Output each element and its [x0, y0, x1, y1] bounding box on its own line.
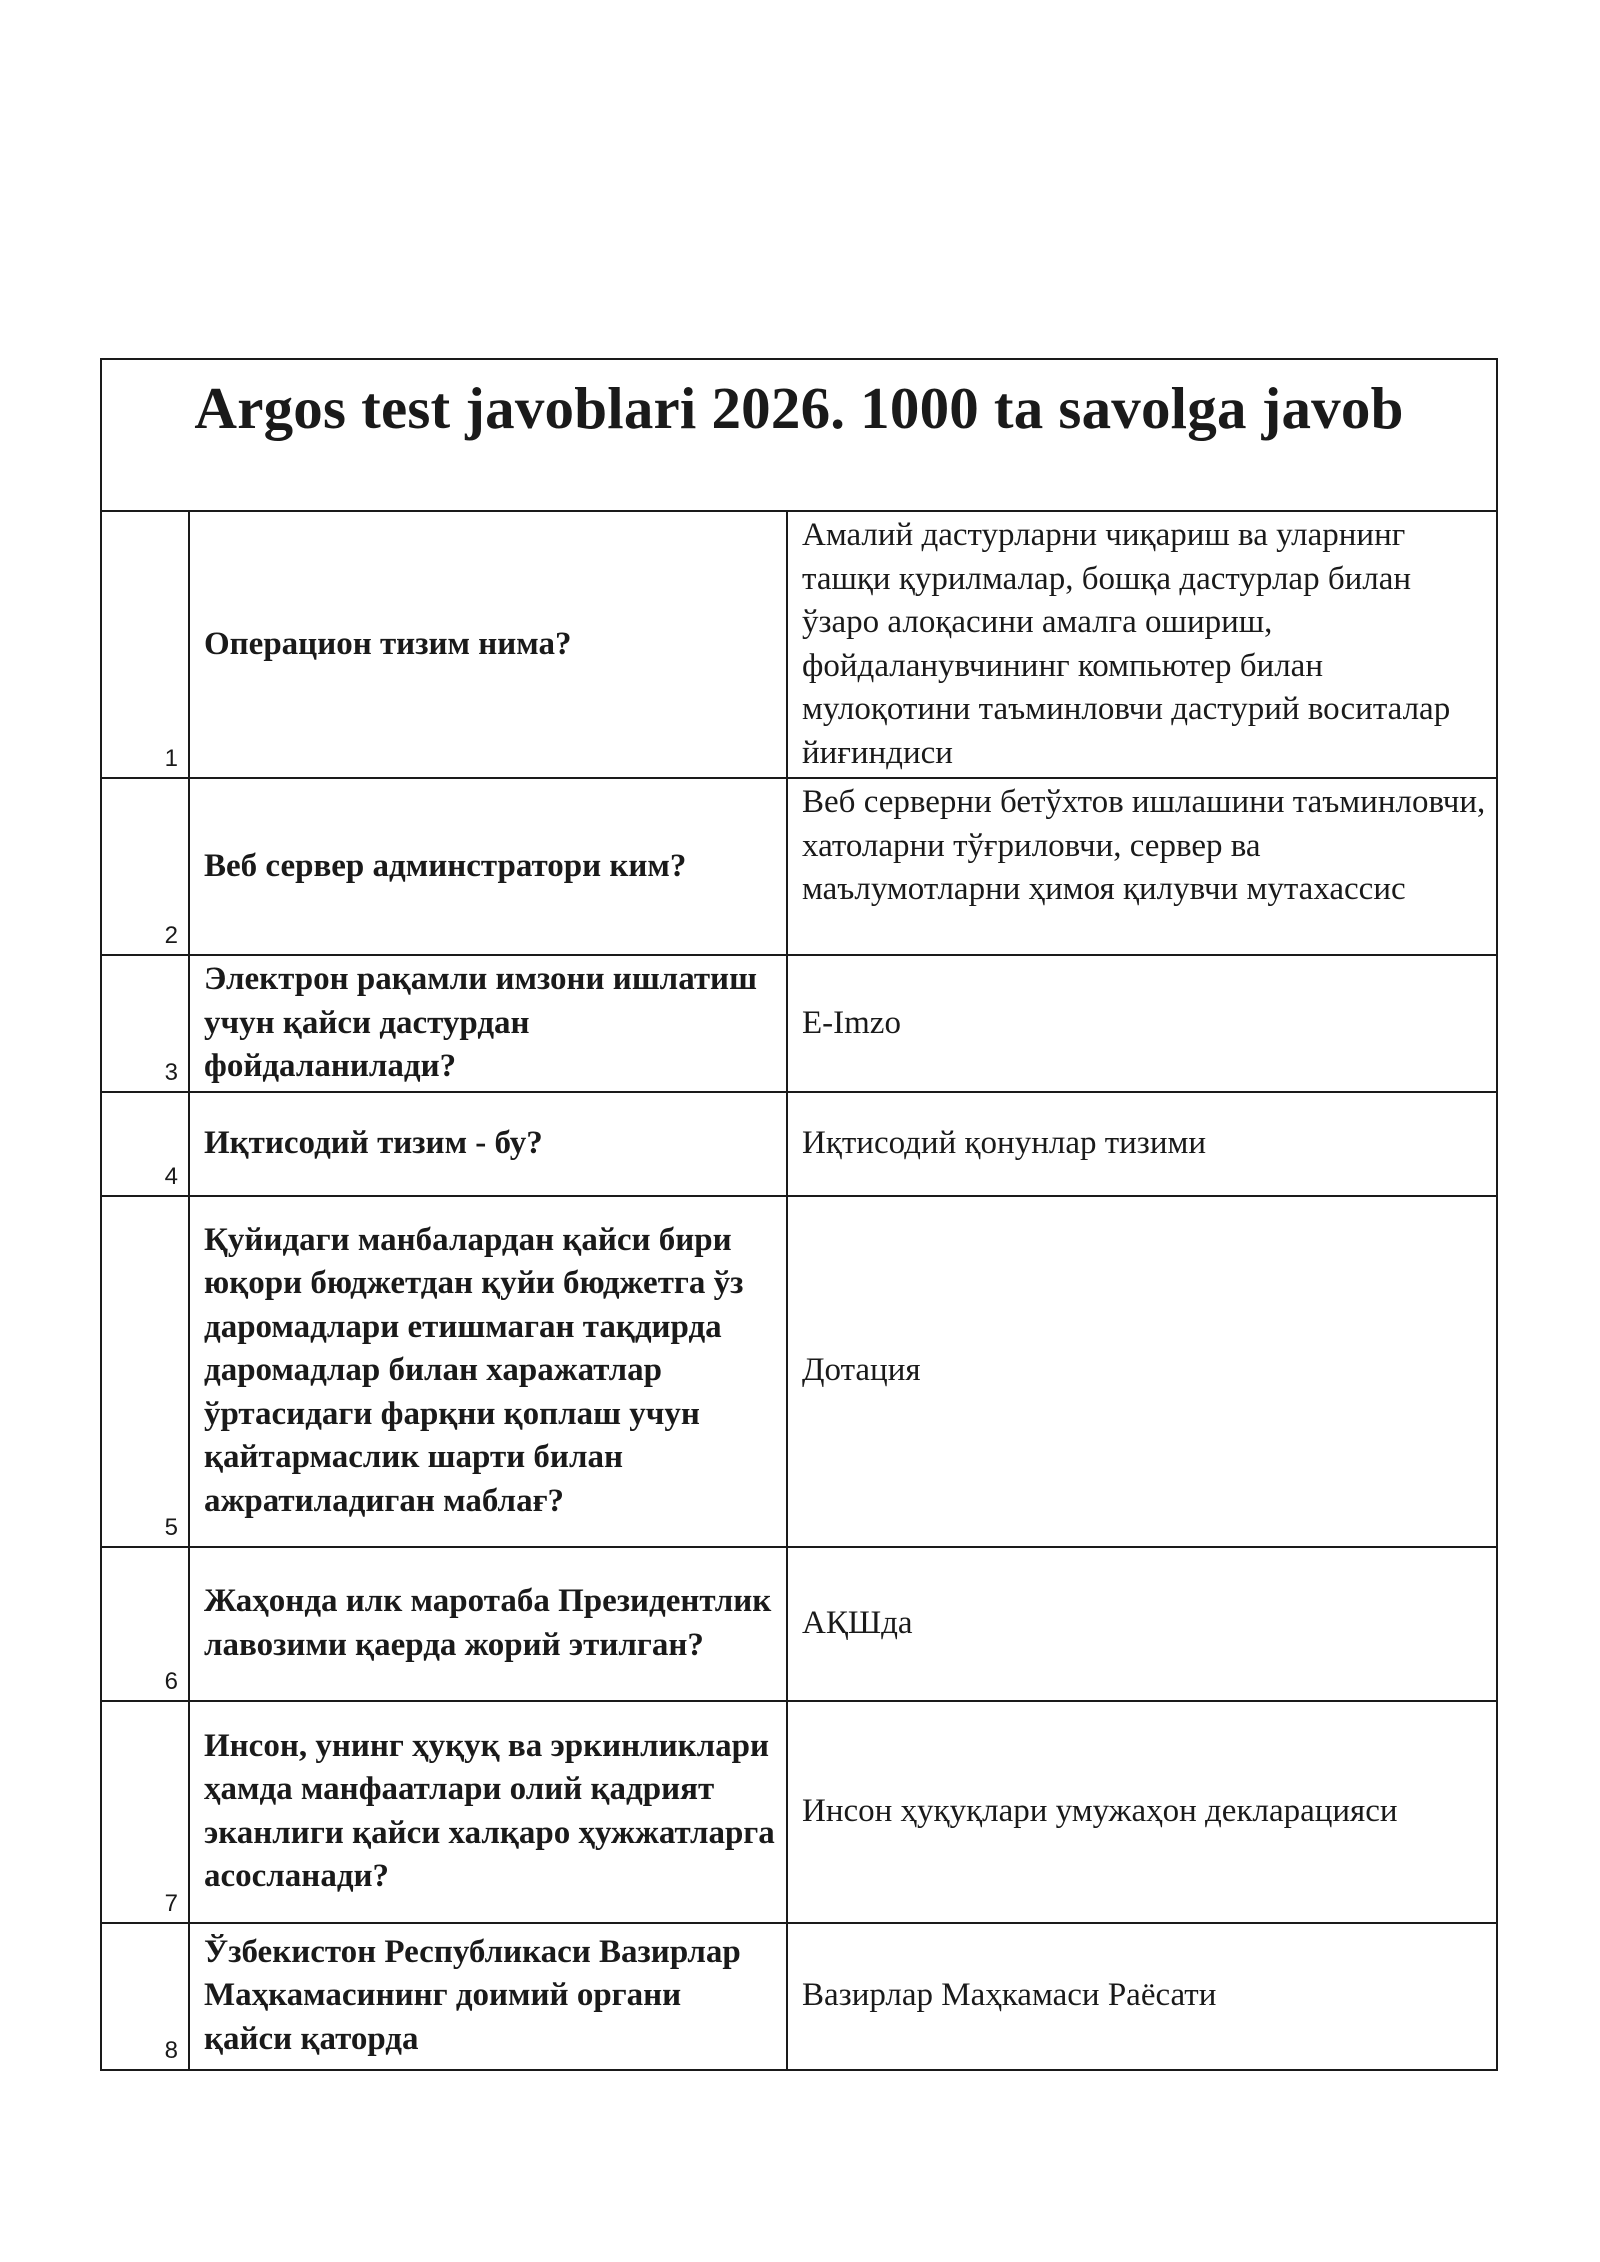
- row-number: 5: [164, 1513, 178, 1541]
- row-number: 4: [164, 1162, 178, 1190]
- document-title: Argos test javoblari 2026. 1000 ta savolga javob: [194, 375, 1404, 441]
- table-row: [101, 778, 1497, 955]
- question-text: Электрон рақамли имзони ишлатиш учун қайси дастурдан фойдаланилади?: [204, 961, 757, 1084]
- row-number-cell: [101, 1701, 189, 1923]
- table-row: [101, 1547, 1497, 1701]
- answer-cell: [787, 1196, 1497, 1547]
- answer-text: Дотация: [802, 1352, 921, 1389]
- answer-text: Вазирлар Маҳкамаси Раёсати: [802, 1977, 1217, 2014]
- table-row: [101, 1701, 1497, 1923]
- question-cell: [189, 1092, 787, 1196]
- question-text: Иқтисодий тизим - бу?: [204, 1124, 543, 1161]
- question-text: Қуйидаги манбалардан қайси бири юқори бюджетдан қуйи бюджетга ўз даромадлари етишмаган тақдирда даромадлар билан харажатлар ўртасидаги фарқни қоплаш учун қайтармаслик шарти билан ажратиладиган маблағ?: [204, 1221, 744, 1519]
- row-number: 1: [164, 745, 178, 772]
- row-number-cell: [101, 1547, 189, 1701]
- row-number: 6: [164, 1667, 178, 1695]
- table-row: [101, 1923, 1497, 2070]
- table-row: [101, 511, 1497, 778]
- question-cell: [189, 1196, 787, 1547]
- answer-cell: [787, 778, 1497, 955]
- row-number: 8: [164, 2036, 178, 2064]
- answer-cell: [787, 1092, 1497, 1196]
- answer-text: Иқтисодий қонунлар тизими: [802, 1124, 1207, 1161]
- question-cell: [189, 955, 787, 1092]
- answer-cell: [787, 511, 1497, 778]
- answer-text: Веб серверни бетўхтов ишлашини таъминловчи, хатоларни тўғриловчи, сервер ва маълумотларни ҳимоя қилувчи мутахассис: [802, 784, 1486, 907]
- answer-cell: [787, 1923, 1497, 2070]
- answer-cell: [787, 1547, 1497, 1701]
- question-text: Операцион тизим нима?: [204, 625, 572, 662]
- question-text: Веб сервер админстратори ким?: [204, 847, 687, 884]
- row-number-cell: [101, 1196, 189, 1547]
- table-row: [101, 1196, 1497, 1547]
- table-row: [101, 955, 1497, 1092]
- answer-text: Инсон ҳуқуқлари умужаҳон декларацияси: [802, 1792, 1398, 1829]
- row-number: 2: [164, 922, 178, 949]
- row-number: 3: [164, 1058, 178, 1086]
- question-cell: [189, 511, 787, 778]
- question-text: Инсон, унинг ҳуқуқ ва эркинликлари ҳамда манфаатлари олий қадрият эканлиги қайси халқаро ҳужжатларга асосланади?: [204, 1727, 775, 1894]
- answer-text: АҚШда: [802, 1604, 913, 1641]
- row-number-cell: [101, 778, 189, 955]
- title-cell: [101, 359, 1497, 511]
- row-number-cell: [101, 1092, 189, 1196]
- row-number-cell: [101, 955, 189, 1092]
- answer-cell: [787, 1701, 1497, 1923]
- question-cell: [189, 1701, 787, 1923]
- question-text: Ўзбекистон Республикаси Вазирлар Маҳкамасининг доимий органи қайси қаторда: [204, 1933, 741, 2057]
- question-text: Жаҳонда илк маротаба Президентлик лавозими қаерда жорий этилган?: [204, 1583, 772, 1663]
- answer-text: E-Imzo: [802, 1004, 901, 1041]
- question-cell: [189, 1923, 787, 2070]
- question-cell: [189, 778, 787, 955]
- row-number-cell: [101, 1923, 189, 2070]
- table-row: [101, 1092, 1497, 1196]
- row-number: 7: [164, 1889, 178, 1917]
- row-number-cell: [101, 511, 189, 778]
- answer-text: Амалий дастурларни чиқариш ва уларнинг ташқи қурилмалар, бошқа дастурлар билан ўзаро алоқасини амалга ошириш, фойдаланувчининг компьютер билан мулоқотини таъминловчи дастурий воситалар йиғиндиси: [802, 517, 1451, 771]
- title-row: [101, 359, 1497, 511]
- question-cell: [189, 1547, 787, 1701]
- qa-table: [100, 358, 1498, 2071]
- answer-cell: [787, 955, 1497, 1092]
